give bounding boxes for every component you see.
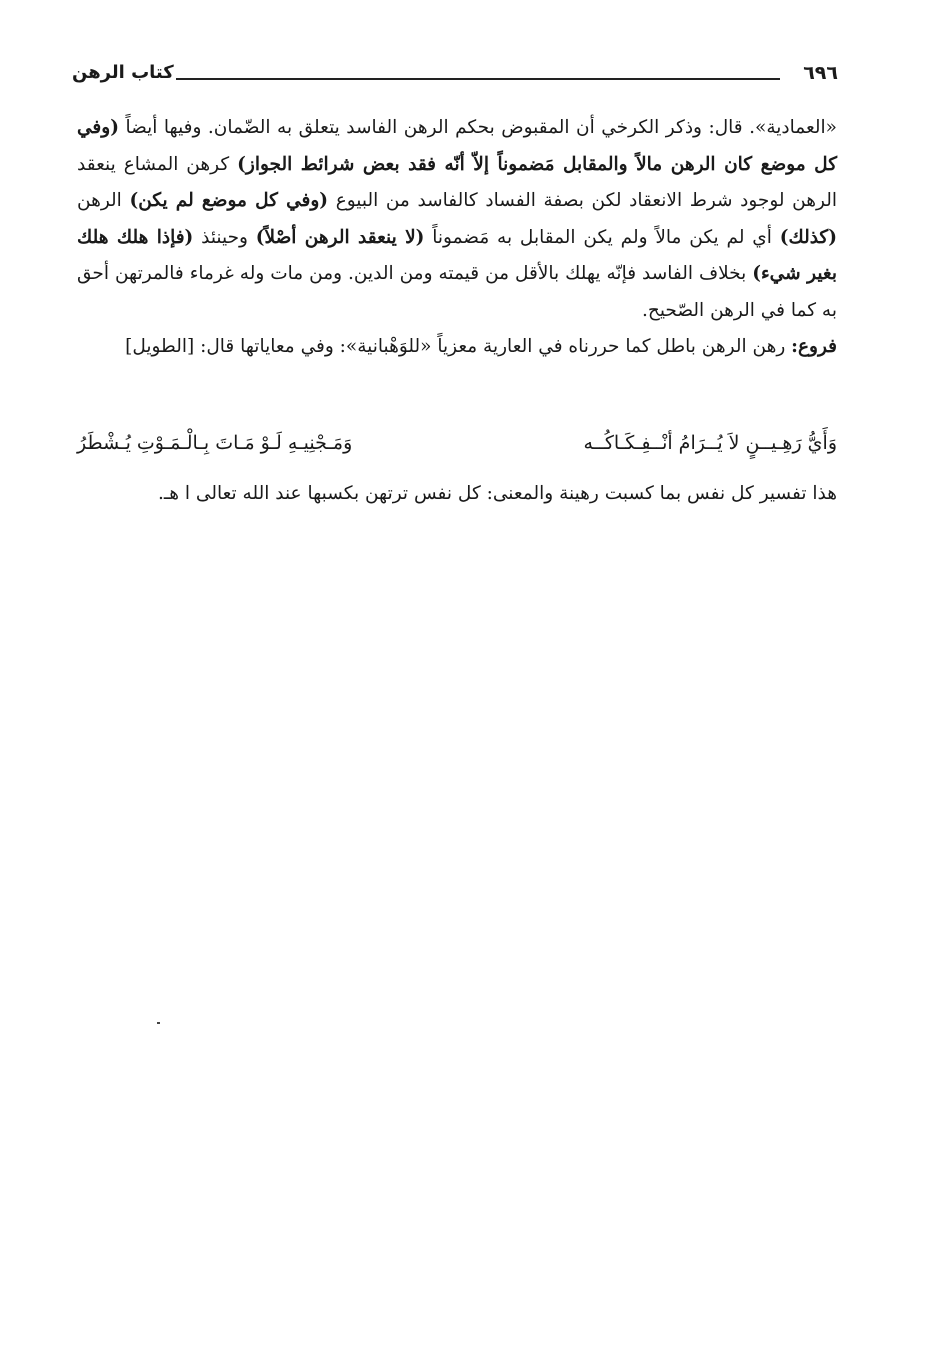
section-label: فروع: [791,336,837,357]
text-run: أي لم يكن مالاً ولم يكن المقابل به مَضموناً [424,226,780,248]
verse-second-hemistich: وَمَـجْنِيـهِ لَـوْ مَـاتَ بِـالْـمَـوْتِ يُـشْطَرُ [77,432,353,454]
text-run: رهن الرهن باطل كما حررناه في العارية معزياً «للوَهْبانية»: وفي معاياتها قال: [الطويل] [125,336,792,357]
text-run: «العمادية». قال: وذكر الكرخي أن المقبوض بحكم الرهن الفاسد يتعلق به الضّمان. وفيها أيضاً [118,117,837,138]
page-number: ٦٩٦ [803,62,838,84]
matn-quote: (كذلك) [779,226,837,248]
running-title: كتاب الرهن [72,62,174,83]
poetry-verse [77,432,837,454]
page-header [72,62,838,92]
text-run: بخلاف الفاسد فإنّه يهلك بالأقل من قيمته ومن الدين. ومن مات وله غرماء فالمرتهن أحق به كما في الرهن الصّحيح. [77,263,837,321]
matn-quote: (لا ينعقد الرهن أصْلاً) [255,226,425,248]
paragraph-1 [77,110,837,329]
text-run: كرهن المشاع ينعقد الرهن لوجود شرط الانعقاد لكن بصفة الفساد كالفاسد من البيوع [77,153,837,211]
verse-first-hemistich: وَأَيُّ رَهِـيــنٍ لاَ يُــرَامُ أنْــفِـكَـاكُــه [583,432,837,454]
header-rule [176,78,780,80]
text-run: وحينئذ [193,226,256,248]
matn-quote: (وفي كل موضع كان الرهن مالاً والمقابل مَضموناً إلاّ أنّه فقد بعض شرائط الجواز) [77,117,838,175]
matn-quote: (وفي كل موضع لم يكن) [129,190,329,211]
explanation-paragraph: هذا تفسير كل نفس بما كسبت رهينة والمعنى: كل نفس ترتهن بكسبها عند الله تعالى ا هـ. [157,483,837,504]
paragraph-2 [77,329,837,366]
matn-quote: (فإذا هلك هلك بغير شيء) [77,226,837,284]
scan-speck [157,1022,160,1024]
verse-explanation [77,476,837,513]
main-text [77,110,837,366]
text-run: الرهن [77,190,130,211]
